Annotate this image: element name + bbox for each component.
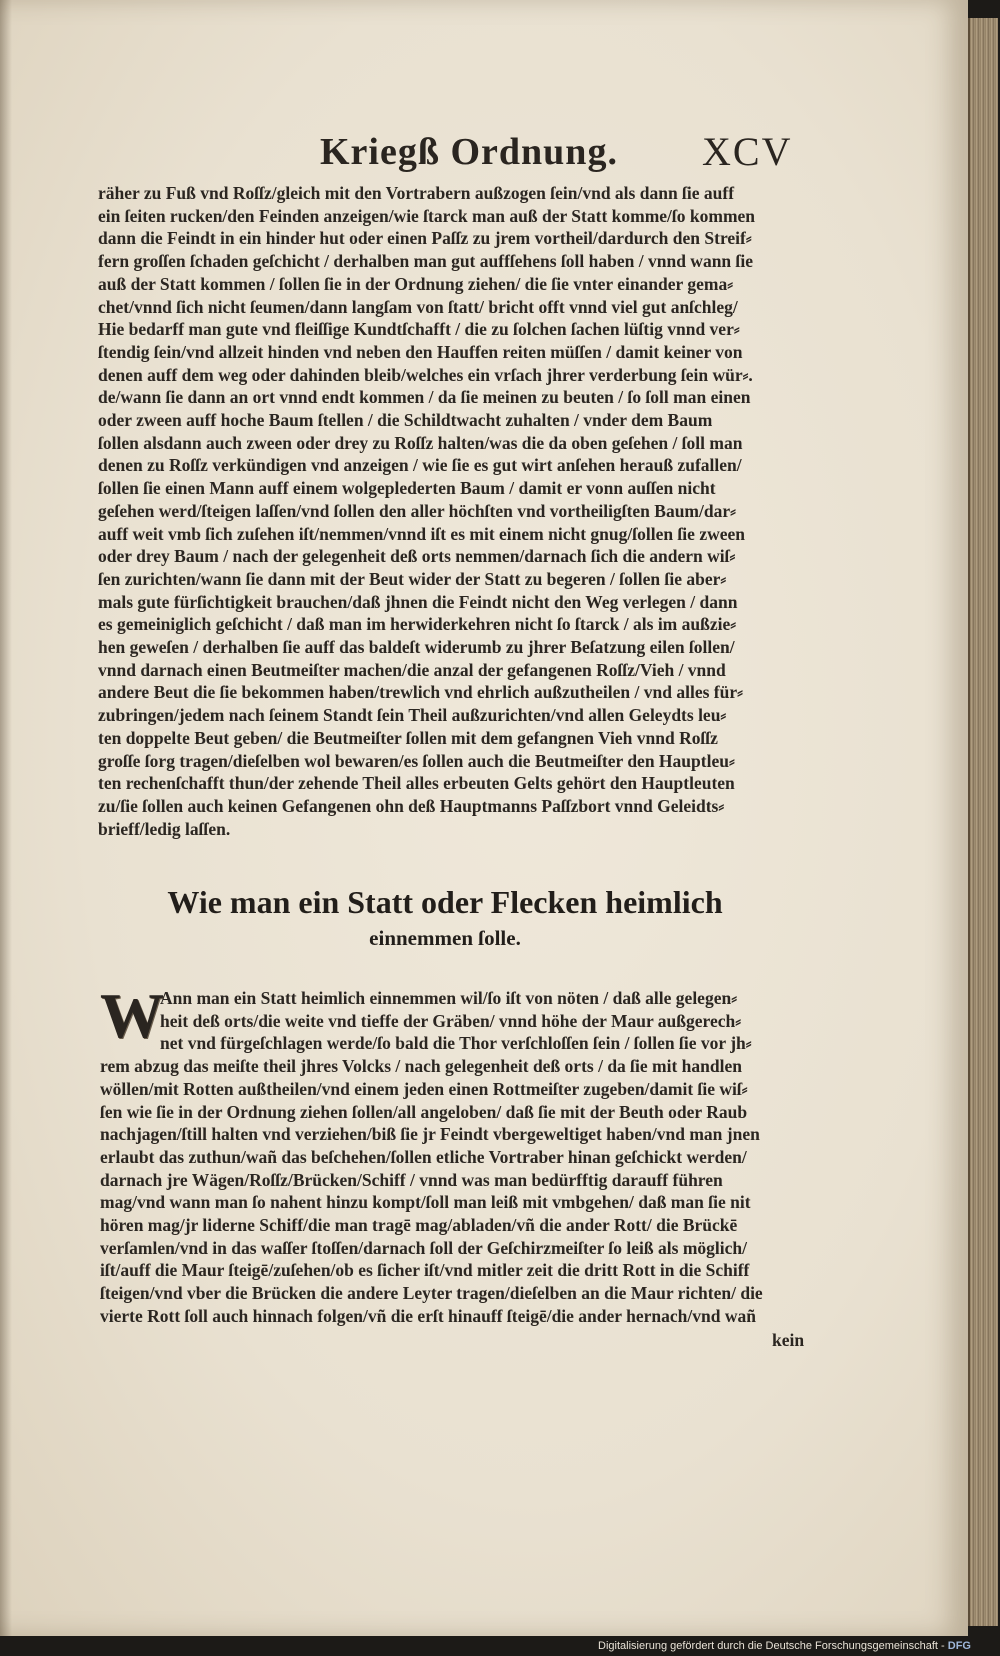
section-subheading: einnemmen ſolle.: [369, 926, 521, 950]
dfg-logo: DFG: [947, 1640, 971, 1652]
text-line: vnnd darnach einen Beutmeiſter machen/die anzal der gefangenen Roſſz/Vieh / vnnd: [98, 659, 726, 680]
text-line: heit deß orts/die weite vnd tieffe der Gräben/ vnnd höhe der Maur außgerech⸗: [160, 1010, 742, 1031]
text-line: de/wann ſie dann an ort vnnd endt kommen / da ſie meinen zu beuten / ſo ſoll man einen: [98, 387, 751, 408]
page-header: [0, 130, 968, 190]
text-line: oder zween auff hoche Baum ſtellen / die Schildtwacht zuhalten / vnder dem Baum: [98, 410, 713, 431]
text-line: räher zu Fuß vnd Roſſz/gleich mit den Vortrabern außzogen ſein/vnd als dann ſie auff: [98, 183, 735, 203]
text-line: chet/vnnd ſich nicht ſeumen/dann langſam von ſtatt/ bricht offt vnnd viel gut anſchleg/: [98, 296, 738, 317]
text-line: zu/ſie ſollen auch keinen Gefangenen ohn deß Hauptmanns Paſſzbort vnnd Geleidts⸗: [98, 795, 725, 816]
text-line: ten rechenſchafft thun/der zehende Theil alles erbeuten Gelts gehört den Hauptleuten: [98, 773, 735, 794]
text-line: denen auff dem weg oder dahinden bleib/welches ein vrſach jhrer verderbung ſein wür⸗.: [98, 364, 753, 385]
text-line: Hie bedarff man gute vnd fleiſſige Kundtſchafft / die zu ſolchen ſachen lüſtig vnnd ver⸗: [98, 319, 740, 340]
body-text: [98, 182, 808, 840]
text-line: ſtendig ſein/vnd allzeit hinden vnd neben den Hauffen reiten müſſen / damit keiner von: [98, 341, 743, 362]
text-line: ſollen alsdann auch zween oder drey zu Roſſz halten/was die da oben geſehen / ſoll man: [98, 432, 743, 453]
text-line: ſteigen/vnd vber die Brücken die andere Leyter tragen/dieſelben an die Maur richten/ die: [100, 1283, 763, 1304]
text-line: darnach jre Wägen/Roſſz/Brücken/Schiff / vnnd was man bedürfftig darauff führen: [100, 1169, 723, 1190]
text-line: dann die Feindt in ein hinder hut oder einen Paſſz zu jrem vortheil/dardurch den Streif⸗: [98, 228, 752, 249]
text-line: nachjagen/ſtill halten vnd verziehen/biß ſie jr Feindt vbergeweltiget haben/vnd man jnen: [100, 1124, 760, 1145]
text-line: ten doppelte Beut geben/ die Beutmeiſter ſollen mit dem gefangnen Vieh vnnd Roſſz: [98, 727, 718, 748]
text-line: oder drey Baum / nach der gelegenheit deß orts nemmen/darnach ſich die andern wiſ⸗: [98, 546, 736, 567]
text-line: ſollen ſie einen Mann auff einem wolgeplederten Baum / damit er vonn auſſen nicht: [98, 478, 716, 499]
spine-shadow: [0, 0, 12, 1636]
text-line: brieff/ledig laſſen.: [98, 818, 231, 839]
text-line: hören mag/jr liderne Schiff/die man tragē mag/abladen/vñ die ander Rott/ die Brückē: [100, 1215, 738, 1236]
text-line: zubringen/jedem nach ſeinem Standt ſein Theil außzurichten/vnd allen Geleydts leu⸗: [98, 705, 727, 726]
text-line: net vnd fürgeſchlagen werde/ſo bald die Thor verſchloſſen ſein / ſollen ſie vor jh⸗: [160, 1033, 752, 1054]
text-line: andere Beut die ſie bekommen haben/trewlich vnd ehrlich außzutheilen / vnd alles für⸗: [98, 682, 743, 703]
text-line: erlaubt das zuthun/wañ das beſchehen/ſollen etliche Vortraber hinan geſchickt werden/: [100, 1146, 747, 1167]
text-line: mals gute fürſichtigkeit brauchen/daß jhnen die Feindt nicht den Weg verlegen / dann: [98, 591, 738, 612]
text-line: geſehen werd/ſteigen laſſen/vnd ſollen den aller höchſten vnd vortheiligſten Baum/dar⸗: [98, 500, 736, 521]
text-line: mag/vnd wann man ſo nahent hinzu kompt/ſoll man leiß mit vmbgehen/ daß man ſie nit: [100, 1192, 751, 1213]
text-line: hen geweſen / derhalben ſie auff das baldeſt widerumb zu jhrer Beſatzung eilen ſollen/: [98, 637, 735, 658]
text-line: Ann man ein Statt heimlich einnemmen wil/ſo iſt von nöten / daß alle gelegen⸗: [160, 988, 738, 1008]
text-line: rem abzug das meiſte theil jhres Volcks / nach gelegenheit deß orts / da ſie mit handlen: [100, 1056, 742, 1077]
text-line: fern groſſen ſchaden geſchicht / derhalben man gut auffſehens ſoll haben / vnnd wann ſie: [98, 251, 754, 272]
digitization-footer: [598, 1640, 998, 1656]
running-title: Kriegß Ordnung.: [320, 131, 618, 173]
text-line: groſſe ſorg tragen/dieſelben wol bewaren/es ſollen auch die Beutmeiſter den Hauptleu⸗: [98, 750, 735, 771]
text-line: ſen wie ſie in der Ordnung ziehen ſollen/all angeloben/ daß ſie mit der Beuth oder Raub: [100, 1101, 748, 1122]
text-line: verſamlen/vnd in das waſſer ſtoſſen/darnach ſoll der Geſchirzmeiſter ſo leiß als möglich/: [100, 1237, 747, 1258]
text-line: auff weit vmb ſich zuſehen iſt/nemmen/vnnd iſt es mit einem nicht gnug/ſollen ſie zween: [98, 523, 745, 544]
text-line: ſen zurichten/wann ſie dann mit der Beut wider der Statt zu begeren / ſollen ſie aber⸗: [98, 568, 727, 589]
section-heading: Wie man ein Statt oder Flecken heimlich: [167, 884, 723, 920]
text-line: auß der Statt kommen / ſollen ſie in der Ordnung ziehen/ die ſie vnter einander gema⸗: [98, 273, 734, 294]
footer-credit: Digitalisierung gefördert durch die Deutsche Forschungsgemeinschaft -: [598, 1640, 945, 1652]
book-fore-edge: [968, 18, 998, 1626]
text-line: denen zu Roſſz verkündigen vnd anzeigen / wie ſie es gut wirt anſehen herauß zufallen/: [98, 455, 742, 476]
text-line: es gemeiniglich geſchicht / daß man im herwiderkehren nicht ſo ſtarck / als im außzie⸗: [98, 614, 737, 635]
text-line: iſt/auff die Maur ſteigē/zuſehen/ob es ſicher iſt/vnd mitler zeit die dritt Rott in die Schiff: [100, 1260, 750, 1281]
decorated-initial: W: [100, 980, 164, 1051]
folio-number: XCV: [702, 129, 793, 174]
section-paragraph: [100, 987, 812, 1328]
text-line: wöllen/mit Rotten außtheilen/vnd einem jeden einen Rottmeiſter zugeben/damit ſie wiſ⸗: [100, 1078, 748, 1099]
text-line: ein ſeiten rucken/den Feinden anzeigen/wie ſtarck man auß der Statt komme/ſo kommen: [98, 205, 756, 226]
catchword: kein: [772, 1330, 805, 1350]
text-line: vierte Rott ſoll auch hinnach folgen/vñ die erſt hinauff ſteigē/die ander hernach/vnd wañ: [100, 1305, 756, 1326]
